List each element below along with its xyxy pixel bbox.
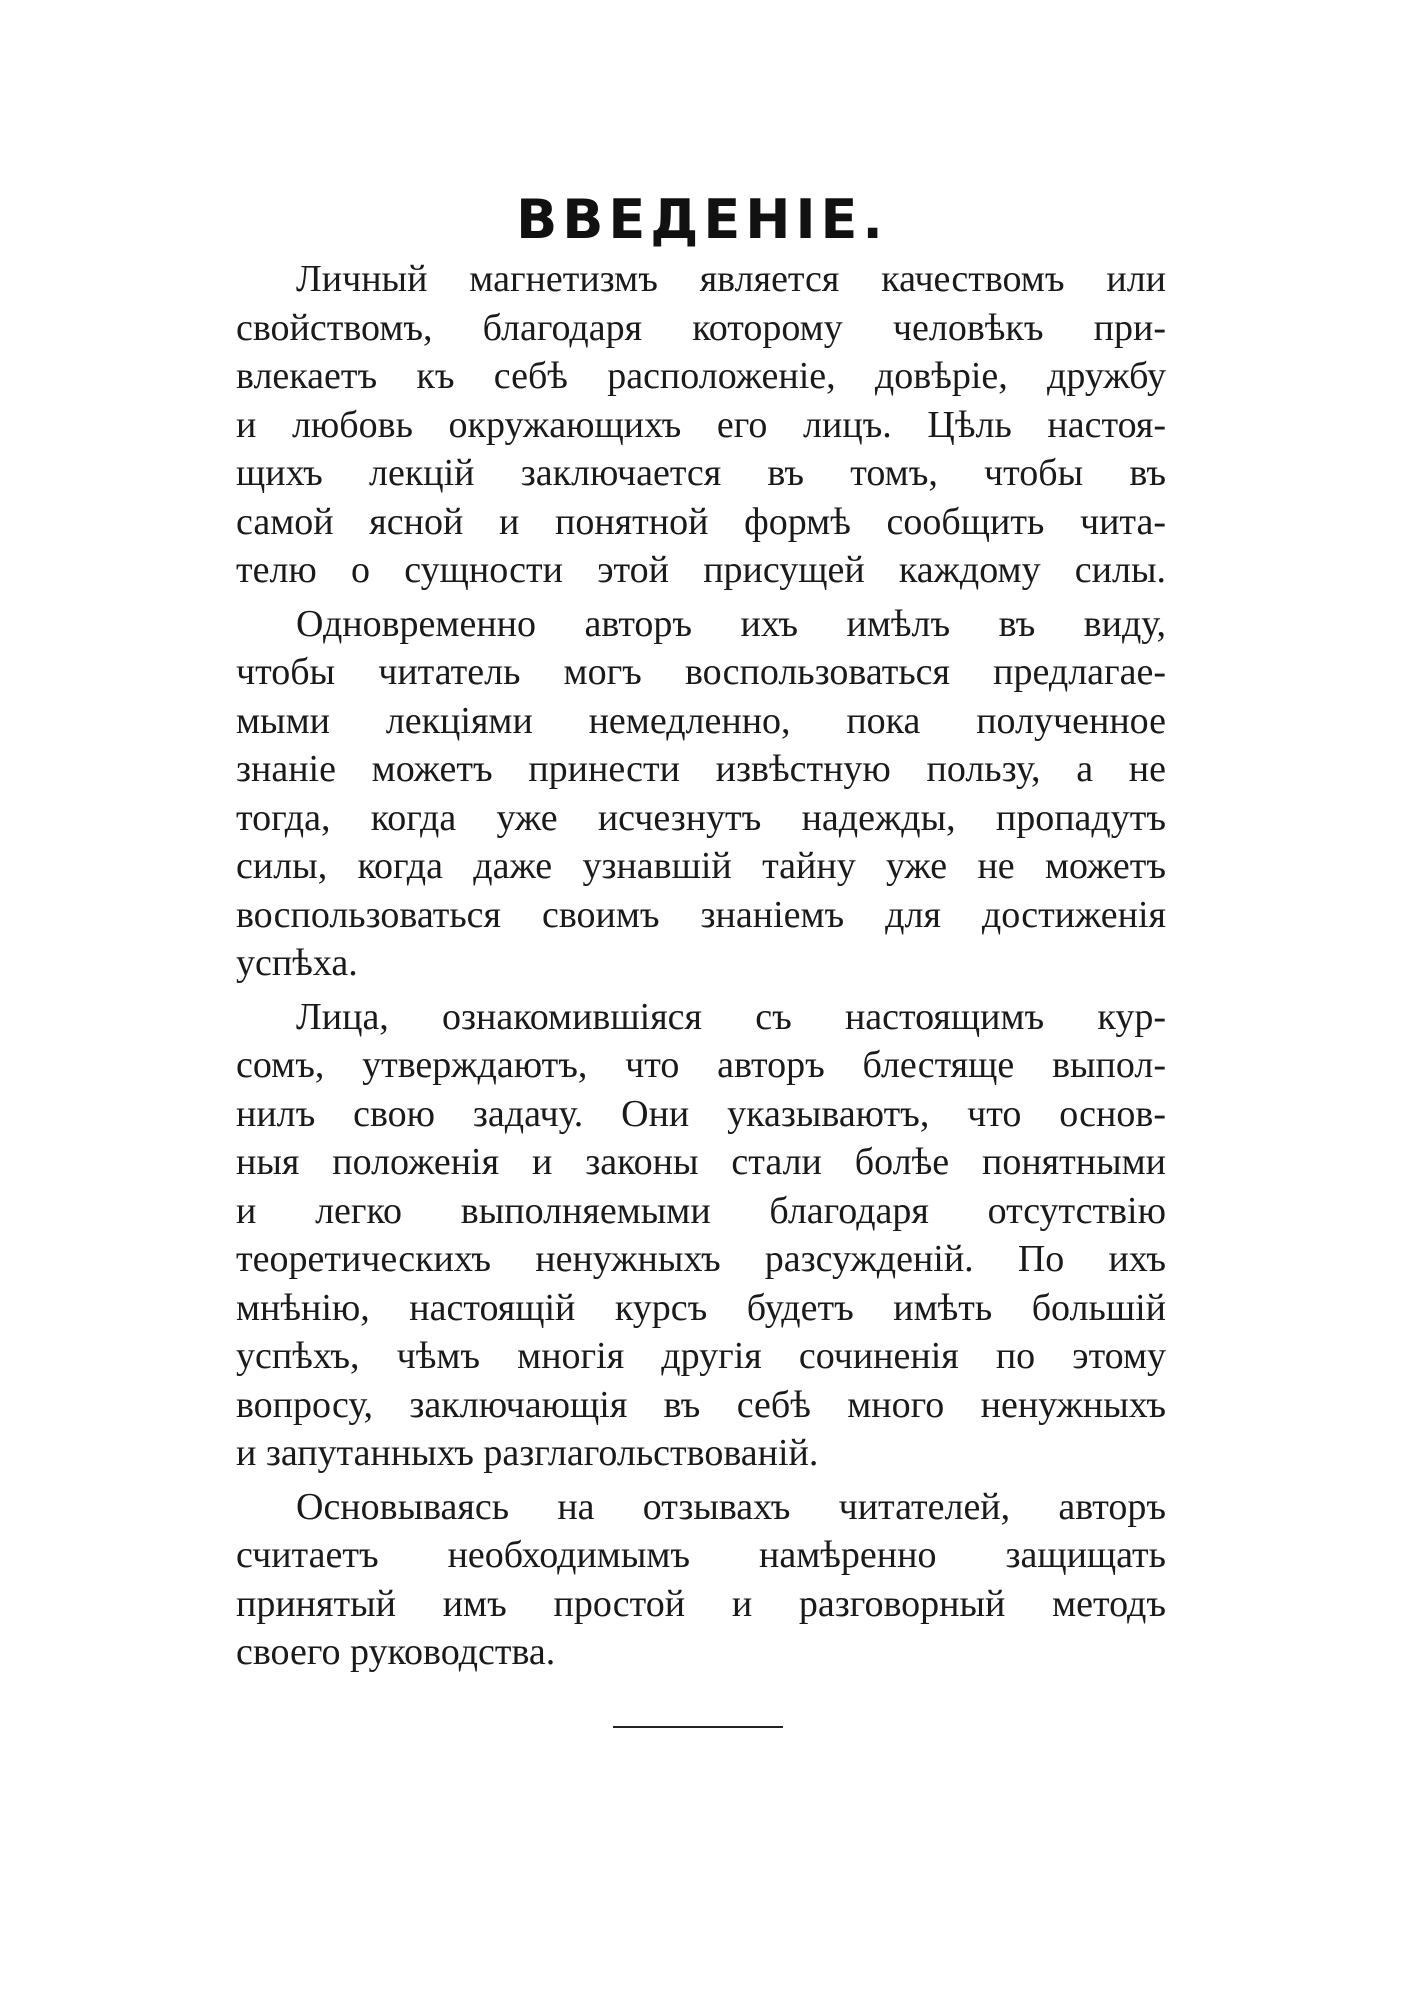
text-line: сомъ, утверждаютъ, что авторъ блестяще выпол- (236, 1044, 1166, 1086)
paragraph (236, 993, 1166, 1478)
text-line: считаетъ необходимымъ намѣренно защищать (236, 1534, 1166, 1576)
text-line: и любовь окружающихъ его лицъ. Цѣль настоя- (236, 403, 1166, 446)
text-line: свойствомъ, благодаря которому человѣкъ при- (236, 306, 1166, 349)
text-line: Основываясь на отзывахъ читателей, авторъ (296, 1485, 1166, 1528)
text-line: успѣха. (236, 942, 358, 984)
text-line: теоретическихъ ненужныхъ разсужденій. По ихъ (236, 1238, 1166, 1280)
text-line: мнѣнію, настоящій курсъ будетъ имѣть большій (236, 1286, 1166, 1329)
text-line: вопросу, заключающія въ себѣ много ненужныхъ (236, 1383, 1166, 1426)
text-line: знаніе можетъ принести извѣстную пользу, а не (236, 748, 1166, 790)
text-line: успѣхъ, чѣмъ многія другія сочиненія по этому (236, 1335, 1166, 1377)
text-line: тогда, когда уже исчезнутъ надежды, пропадутъ (236, 796, 1166, 839)
text-line: силы, когда даже узнавшій тайну уже не можетъ (236, 845, 1166, 887)
text-line: влекаетъ къ себѣ расположеніе, довѣріе, дружбу (236, 355, 1166, 397)
paragraph (236, 600, 1166, 988)
section-divider (613, 1726, 783, 1728)
text-line: и запутанныхъ разглагольствованій. (236, 1432, 819, 1474)
paragraph (236, 255, 1166, 595)
text-line: Личный магнетизмъ является качествомъ или (296, 258, 1166, 300)
text-line: своего руководства. (236, 1631, 556, 1673)
text-line: телю о сущности этой присущей каждому силы. (236, 549, 1166, 591)
body-text (236, 255, 1166, 1682)
paragraph (236, 1483, 1166, 1677)
text-line: воспользоваться своимъ знаніемъ для достиженія (236, 893, 1166, 936)
text-line: Одновременно авторъ ихъ имѣлъ въ виду, (296, 602, 1166, 645)
text-line: щихъ лекцій заключается въ томъ, чтобы въ (236, 452, 1166, 494)
text-line: и легко выполняемыми благодаря отсутствію (236, 1189, 1166, 1232)
text-line: принятый имъ простой и разговорный методъ (236, 1582, 1166, 1625)
text-line: самой ясной и понятной формѣ сообщить чита- (236, 500, 1166, 543)
text-line: мыми лекціями немедленно, пока полученное (236, 699, 1166, 742)
text-line: нилъ свою задачу. Они указываютъ, что основ- (236, 1092, 1166, 1135)
page-title: ВВЕДЕНІЕ. (516, 188, 888, 251)
text-line: чтобы читатель могъ воспользоваться предлагае- (236, 651, 1166, 693)
text-line: ныя положенія и законы стали болѣе понятными (236, 1141, 1166, 1183)
text-line: Лица, ознакомившіяся съ настоящимъ кур- (296, 995, 1166, 1038)
